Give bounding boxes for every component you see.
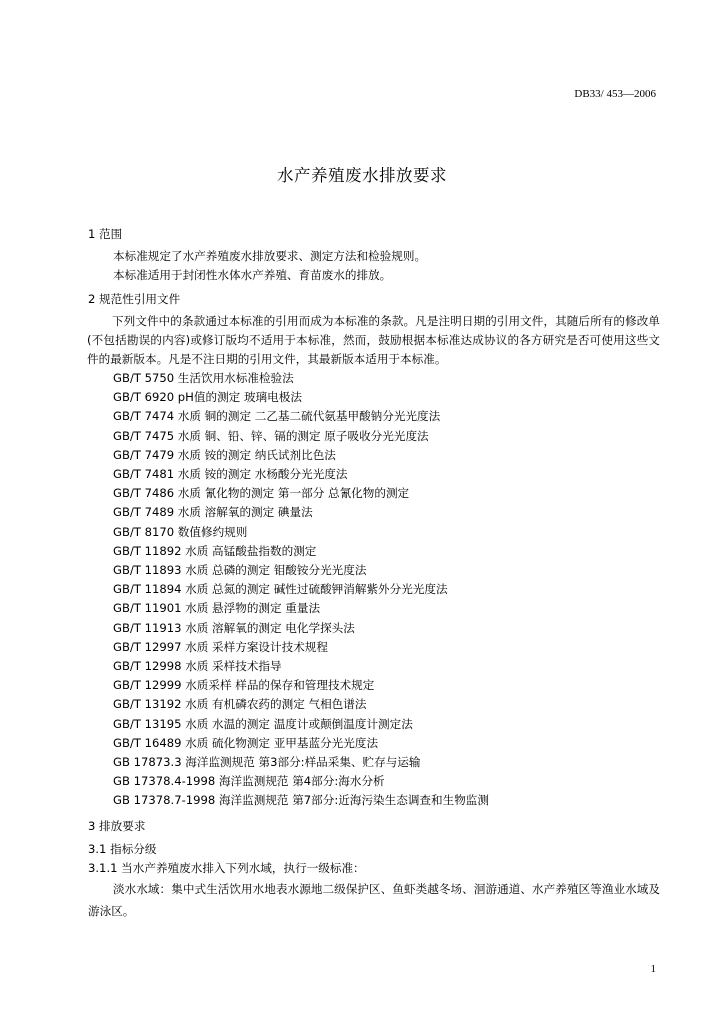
reference-item: GB/T 11894 水质 总氮的测定 碱性过硫酸钾消解紫外分光光度法 [113, 582, 448, 597]
reference-item: GB/T 6920 pH值的测定 玻璃电极法 [113, 390, 302, 405]
reference-item: GB/T 7481 水质 铵的测定 水杨酸分光光度法 [113, 467, 348, 482]
section-1-paragraph: 本标准适用于封闭性水体水产养殖、育苗废水的排放。 [113, 268, 392, 282]
reference-item: GB/T 7475 水质 铜、铅、锌、镉的测定 原子吸收分光光度法 [113, 428, 429, 443]
reference-item: GB 17873.3 海洋监测规范 第3部分:样品采集、贮存与运输 [113, 755, 421, 770]
reference-item: GB/T 7479 水质 铵的测定 纳氏试剂比色法 [113, 447, 336, 462]
document-title: 水产养殖废水排放要求 [277, 166, 447, 185]
reference-item: GB/T 11893 水质 总磷的测定 钼酸铵分光光度法 [113, 563, 367, 578]
page-number: 1 [650, 963, 656, 975]
reference-item: GB 17378.4-1998 海洋监测规范 第4部分:海水分析 [113, 774, 385, 789]
section-1-paragraph: 本标准规定了水产养殖废水排放要求、测定方法和检验规则。 [113, 249, 427, 263]
reference-item: GB/T 7486 水质 氰化物的测定 第一部分 总氰化物的测定 [113, 486, 410, 501]
section-2-heading: 2 规范性引用文件 [88, 292, 181, 306]
reference-list [88, 369, 660, 811]
reference-item: GB/T 11913 水质 溶解氧的测定 电化学探头法 [113, 620, 355, 635]
reference-item: GB/T 8170 数值修约规则 [113, 524, 248, 539]
reference-item: GB 17378.7-1998 海洋监测规范 第7部分:近海污染生态调查和生物监测 [113, 793, 489, 808]
reference-item: GB/T 12998 水质 采样技术指导 [113, 659, 282, 674]
document-id: DB33/ 453—2006 [574, 88, 656, 100]
reference-item: GB/T 5750 生活饮用水标准检验法 [113, 371, 294, 385]
reference-item: GB/T 12997 水质 采样方案设计技术规程 [113, 639, 328, 654]
section-3-heading: 3 排放要求 [88, 818, 146, 833]
reference-item: GB/T 11901 水质 悬浮物的测定 重量法 [113, 601, 321, 616]
subsection-3-1-1-heading: 3.1.1 当水产养殖废水排入下列水域，执行一级标准： [88, 860, 365, 875]
reference-item: GB/T 7474 水质 铜的测定 二乙基二硫代氨基甲酸钠分光光度法 [113, 409, 441, 424]
reference-item: GB/T 11892 水质 高锰酸盐指数的测定 [113, 543, 317, 558]
section-2-intro: 下列文件中的条款通过本标准的引用而成为本标准的条款。凡是注明日期的引用文件，其随后所有的修改单(不包括勘误的内容)或修订版均不适用于本标准，然而，鼓励根据本标准达成协议的各方研究是否可使用这些文件的最新版本。凡是不注日期的引用文件，其最新版本适用于本标准。 [87, 314, 660, 366]
reference-item: GB/T 7489 水质 溶解氧的测定 碘量法 [113, 505, 313, 520]
reference-item: GB/T 13192 水质 有机磷农药的测定 气相色谱法 [113, 697, 367, 712]
freshwater-paragraph: 淡水水域：集中式生活饮用水地表水源地二级保护区、鱼虾类越冬场、洄游通道、水产养殖区等渔业水域及游泳区。 [88, 881, 660, 918]
section-1-heading: 1 范围 [88, 227, 123, 241]
reference-item: GB/T 13195 水质 水温的测定 温度计或颠倒温度计测定法 [113, 716, 413, 731]
document-body [88, 225, 660, 922]
subsection-3-1-heading: 3.1 指标分级 [88, 841, 157, 856]
reference-item: GB/T 12999 水质采样 样品的保存和管理技术规定 [113, 678, 375, 693]
reference-item: GB/T 16489 水质 硫化物测定 亚甲基蓝分光光度法 [113, 735, 379, 750]
